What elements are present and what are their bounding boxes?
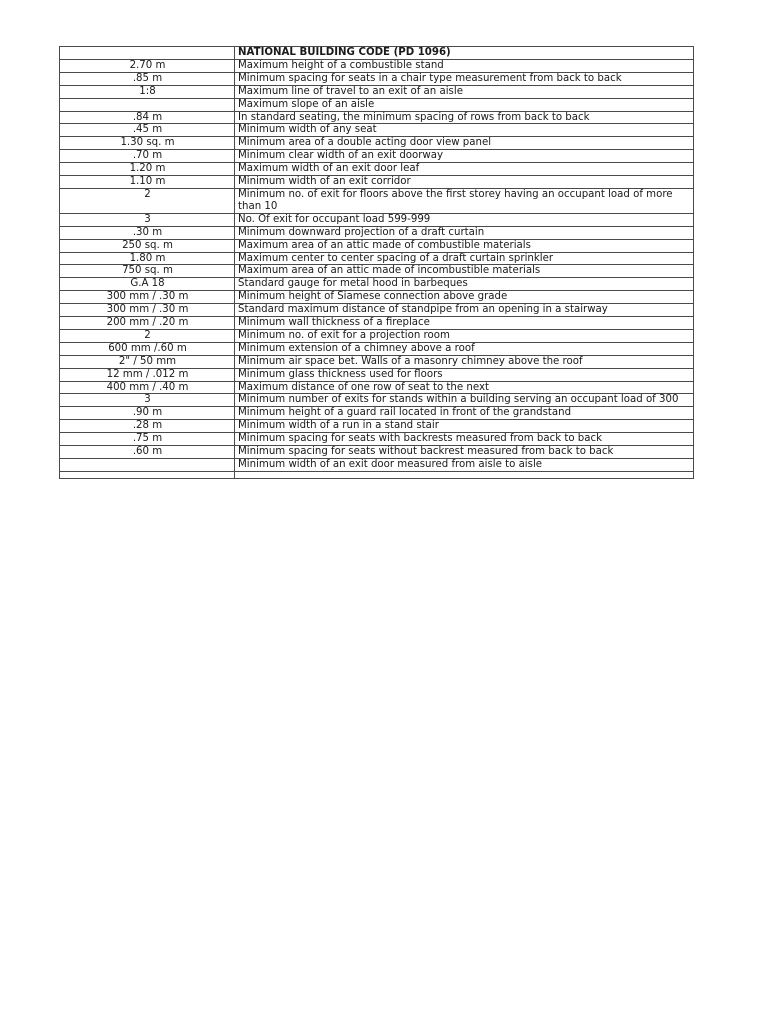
description-cell: Maximum distance of one row of seat to the next: [235, 381, 694, 394]
value-cell: 2.70 m: [60, 59, 235, 72]
description-cell: Minimum downward projection of a draft curtain: [235, 226, 694, 239]
table-row: [60, 213, 694, 226]
description-cell: Standard maximum distance of standpipe from an opening in a stairway: [235, 304, 694, 317]
table-row: [60, 317, 694, 330]
value-cell: 750 sq. m: [60, 265, 235, 278]
description-cell: Minimum height of Siamese connection above grade: [235, 291, 694, 304]
description-cell: In standard seating, the minimum spacing of rows from back to back: [235, 111, 694, 124]
description-cell: Standard gauge for metal hood in barbeques: [235, 278, 694, 291]
description-cell: Minimum glass thickness used for floors: [235, 368, 694, 381]
description-cell: Minimum no. of exit for floors above the first storey having an occupant load of more than 10: [235, 188, 694, 213]
table-row: [60, 137, 694, 150]
description-cell: Maximum width of an exit door leaf: [235, 163, 694, 176]
table-title: NATIONAL BUILDING CODE (PD 1096): [235, 47, 694, 60]
table-row: [60, 459, 694, 472]
value-cell: 3: [60, 213, 235, 226]
description-cell: Minimum width of a run in a stand stair: [235, 420, 694, 433]
value-cell: .84 m: [60, 111, 235, 124]
table-row: [60, 291, 694, 304]
table-row: [60, 98, 694, 111]
value-cell: 2: [60, 329, 235, 342]
description-cell: Minimum no. of exit for a projection room: [235, 329, 694, 342]
description-cell: Minimum width of any seat: [235, 124, 694, 137]
table-row: [60, 85, 694, 98]
header-empty-cell: [60, 47, 235, 60]
building-code-table: [59, 46, 694, 479]
value-cell: .70 m: [60, 150, 235, 163]
description-cell: Minimum area of a double acting door view panel: [235, 137, 694, 150]
description-cell: Minimum height of a guard rail located in front of the grandstand: [235, 407, 694, 420]
value-cell: 200 mm / .20 m: [60, 317, 235, 330]
value-cell: 3: [60, 394, 235, 407]
table-tail-row: [60, 471, 694, 478]
value-cell: .75 m: [60, 433, 235, 446]
table-row: [60, 342, 694, 355]
table-row: [60, 239, 694, 252]
description-cell: Minimum spacing for seats in a chair type measurement from back to back: [235, 72, 694, 85]
value-cell: 2: [60, 188, 235, 213]
description-cell: Maximum height of a combustible stand: [235, 59, 694, 72]
table-row: [60, 188, 694, 213]
value-cell: 1.30 sq. m: [60, 137, 235, 150]
value-cell: .30 m: [60, 226, 235, 239]
value-cell: G.A 18: [60, 278, 235, 291]
empty-cell: [235, 471, 694, 478]
value-cell: 300 mm / .30 m: [60, 291, 235, 304]
description-cell: Maximum slope of an aisle: [235, 98, 694, 111]
description-cell: Maximum area of an attic made of incombustible materials: [235, 265, 694, 278]
table-row: [60, 124, 694, 137]
value-cell: 300 mm / .30 m: [60, 304, 235, 317]
value-cell: 2" / 50 mm: [60, 355, 235, 368]
description-cell: Minimum wall thickness of a fireplace: [235, 317, 694, 330]
value-cell: 600 mm /.60 m: [60, 342, 235, 355]
value-cell: .28 m: [60, 420, 235, 433]
value-cell: .45 m: [60, 124, 235, 137]
value-cell: [60, 98, 235, 111]
value-cell: .90 m: [60, 407, 235, 420]
description-cell: Minimum clear width of an exit doorway: [235, 150, 694, 163]
value-cell: .60 m: [60, 446, 235, 459]
table-row: [60, 381, 694, 394]
value-cell: 400 mm / .40 m: [60, 381, 235, 394]
description-cell: Minimum width of an exit corridor: [235, 176, 694, 189]
description-cell: Minimum air space bet. Walls of a masonry chimney above the roof: [235, 355, 694, 368]
value-cell: 1.80 m: [60, 252, 235, 265]
value-cell: 12 mm / .012 m: [60, 368, 235, 381]
value-cell: 1.20 m: [60, 163, 235, 176]
value-cell: 250 sq. m: [60, 239, 235, 252]
description-cell: Minimum width of an exit door measured from aisle to aisle: [235, 459, 694, 472]
table-row: [60, 329, 694, 342]
table-row: [60, 226, 694, 239]
table-row: [60, 252, 694, 265]
table-row: [60, 304, 694, 317]
table-row: [60, 433, 694, 446]
value-cell: [60, 459, 235, 472]
table-header-row: [60, 47, 694, 60]
table-row: [60, 111, 694, 124]
table-row: [60, 368, 694, 381]
table-row: [60, 72, 694, 85]
table-row: [60, 446, 694, 459]
table-row: [60, 150, 694, 163]
document-sheet: [59, 46, 693, 479]
table-row: [60, 407, 694, 420]
value-cell: 1:8: [60, 85, 235, 98]
table-row: [60, 420, 694, 433]
table-row: [60, 176, 694, 189]
description-cell: Minimum spacing for seats without backrest measured from back to back: [235, 446, 694, 459]
table-row: [60, 394, 694, 407]
value-cell: 1.10 m: [60, 176, 235, 189]
description-cell: Maximum line of travel to an exit of an aisle: [235, 85, 694, 98]
table-row: [60, 59, 694, 72]
description-cell: Maximum center to center spacing of a draft curtain sprinkler: [235, 252, 694, 265]
value-cell: .85 m: [60, 72, 235, 85]
table-row: [60, 163, 694, 176]
description-cell: Minimum extension of a chimney above a roof: [235, 342, 694, 355]
description-cell: Minimum number of exits for stands within a building serving an occupant load of 300: [235, 394, 694, 407]
description-cell: Minimum spacing for seats with backrests measured from back to back: [235, 433, 694, 446]
description-cell: No. Of exit for occupant load 599-999: [235, 213, 694, 226]
table-row: [60, 265, 694, 278]
table-row: [60, 355, 694, 368]
table-row: [60, 278, 694, 291]
empty-cell: [60, 471, 235, 478]
description-cell: Maximum area of an attic made of combustible materials: [235, 239, 694, 252]
